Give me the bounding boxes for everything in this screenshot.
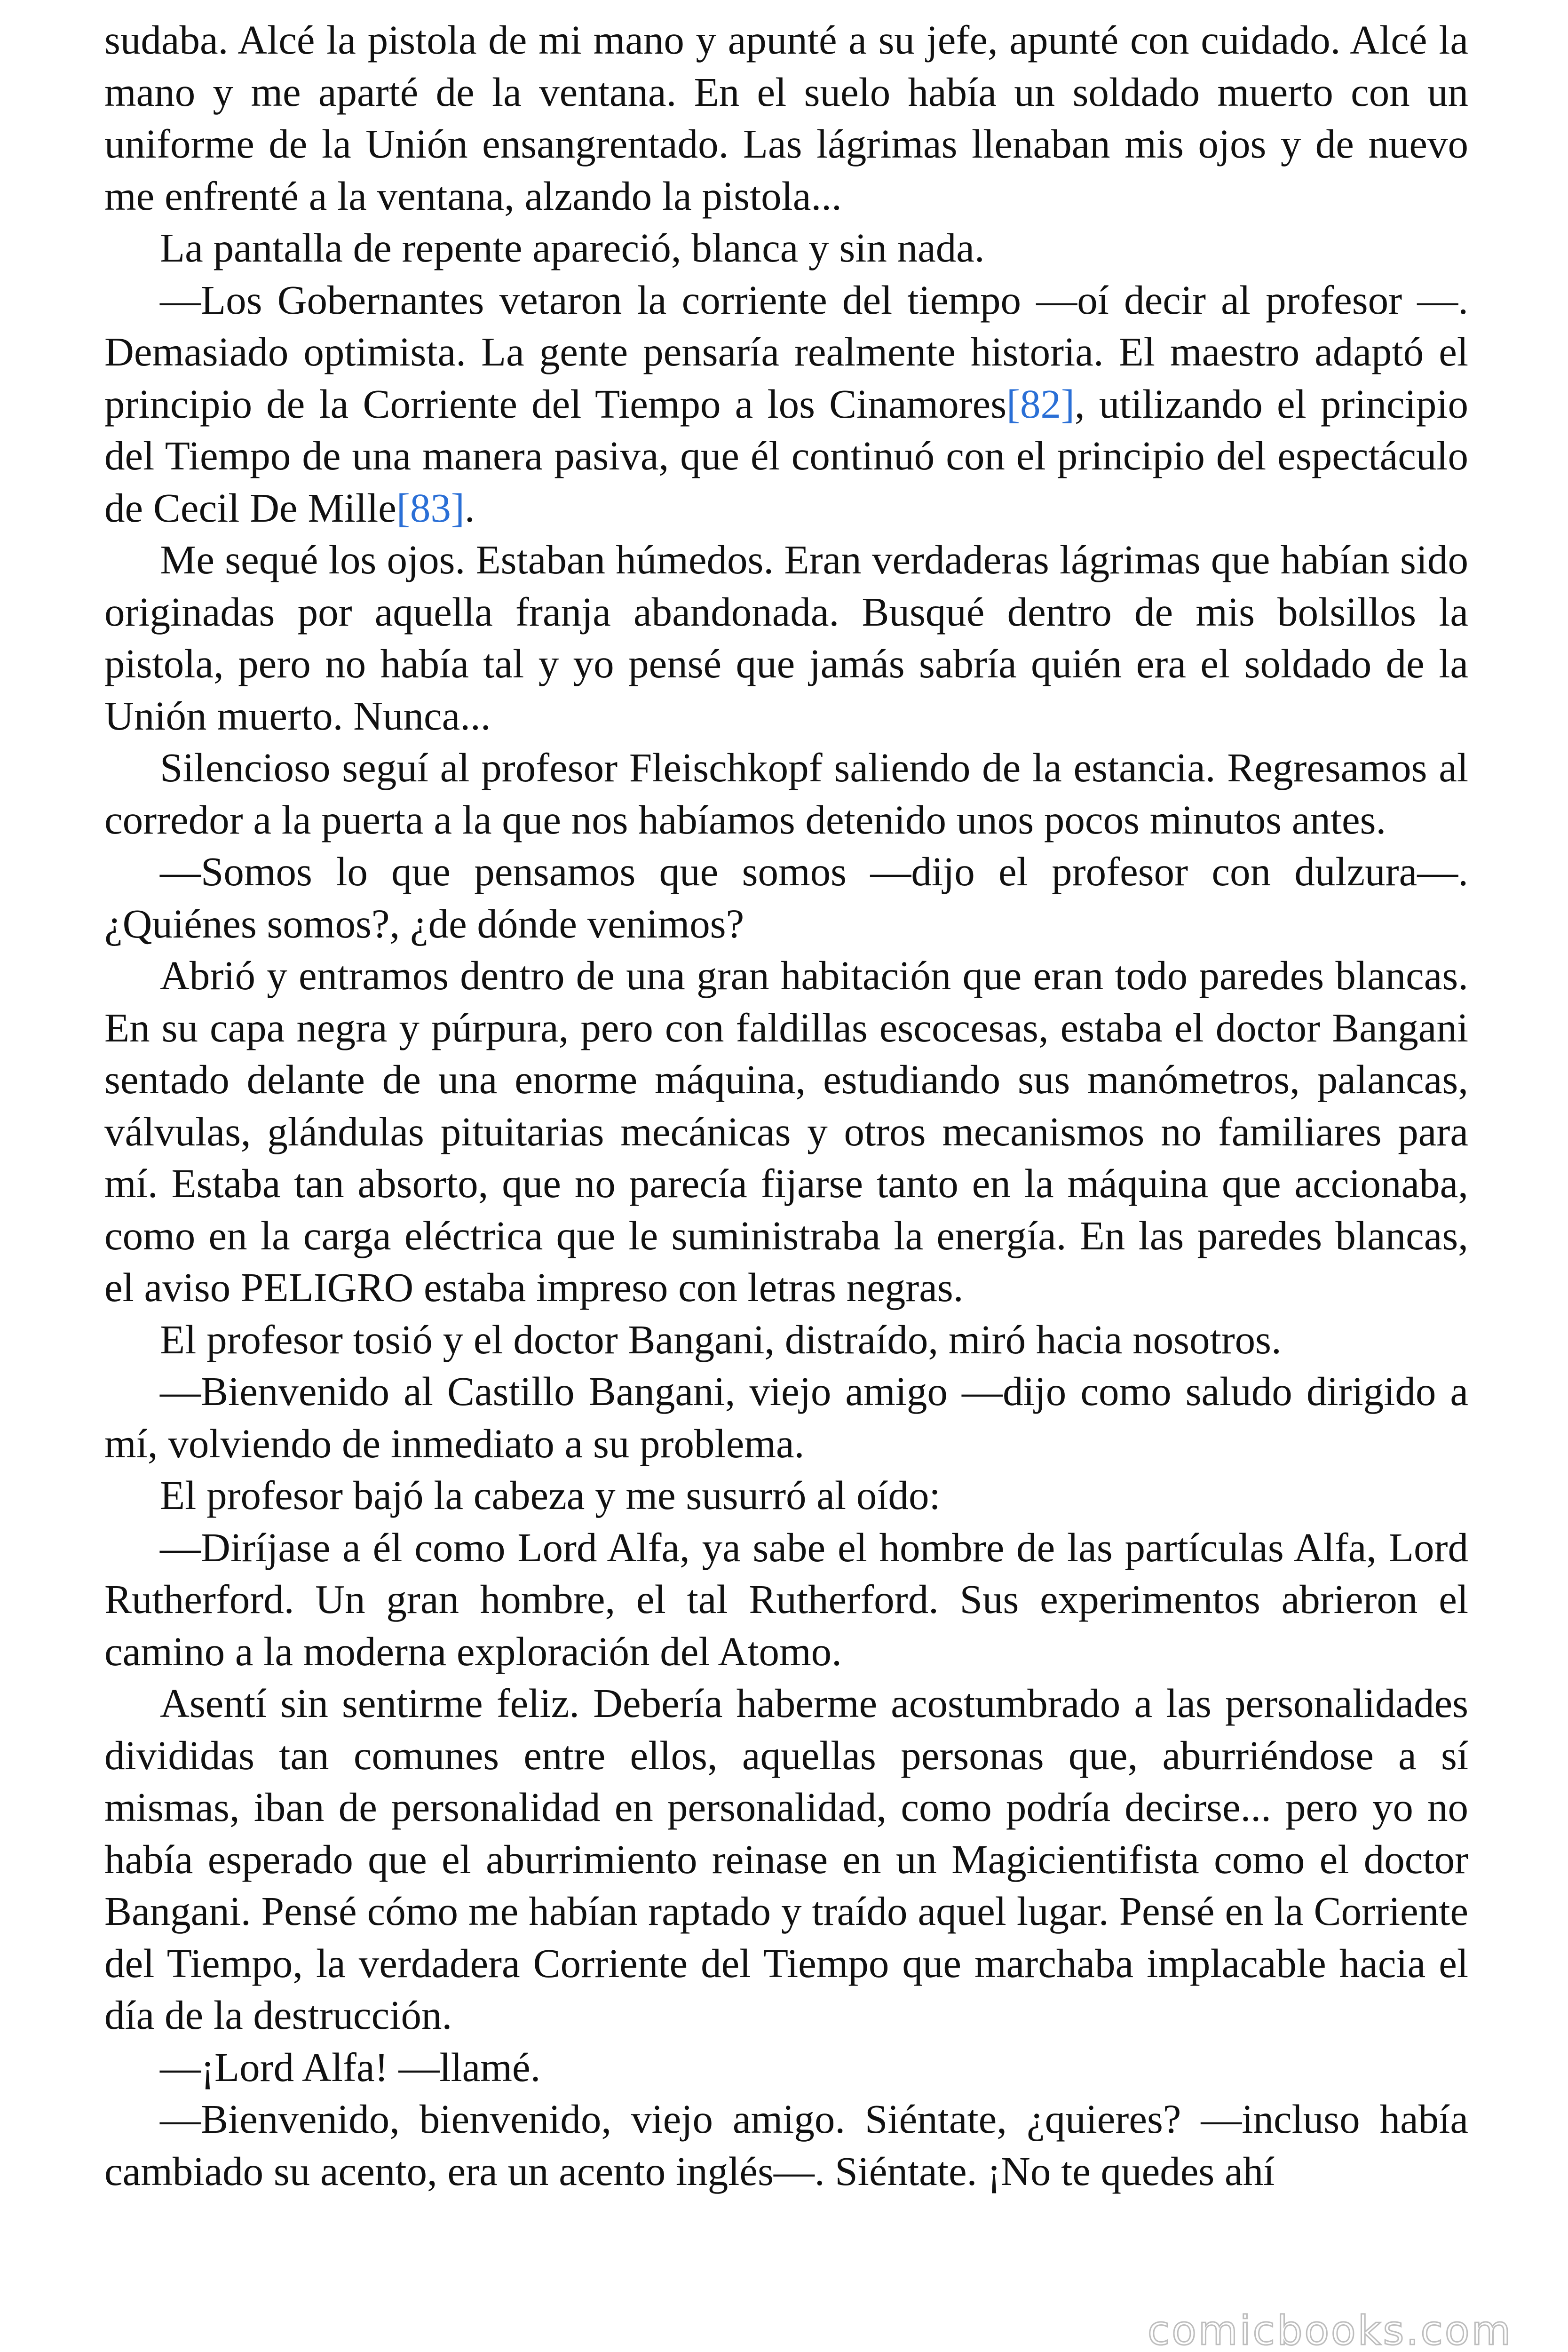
paragraph-14: —Bienvenido, bienvenido, viejo amigo. Siéntate, ¿quieres? —incluso había cambiado su acento, era un acento inglés—. Siéntate. ¡No te quedes ahí xyxy=(104,2096,1468,2194)
footnote-link-83[interactable]: [83] xyxy=(396,485,465,531)
paragraph-4: Me sequé los ojos. Estaban húmedos. Eran verdaderas lágrimas que habían sido originadas por aquella franja abandonada. Busqué dentro de mis bolsillos la pistola, pero no había tal y yo pensé que jamás sabría quién era el soldado de la Unión muerto. Nunca... xyxy=(104,537,1468,739)
paragraph-11: —Diríjase a él como Lord Alfa, ya sabe el hombre de las partículas Alfa, Lord Rutherford. Un gran hombre, el tal Rutherford. Sus experimentos abrieron el camino a la moderna exploración del Atomo. xyxy=(104,1524,1468,1674)
paragraph-13: —¡Lord Alfa! —llamé. xyxy=(160,2044,541,2090)
paragraph-10: El profesor bajó la cabeza y me susurró al oído: xyxy=(160,1472,941,1518)
paragraph-3-text-a: —Los Gobernantes vetaron la corriente del tiempo —oí decir al profesor —. Demasiado optimista. La gente pensaría realmente historia. El maestro adaptó el principio de la Corriente del Tiempo a los Cinamores xyxy=(104,277,1468,427)
paragraph-8: El profesor tosió y el doctor Bangani, distraído, miró hacia nosotros. xyxy=(160,1316,1282,1362)
paragraph-9: —Bienvenido al Castillo Bangani, viejo amigo —dijo como saludo dirigido a mí, volviendo de inmediato a su problema. xyxy=(104,1368,1468,1466)
paragraph-1: sudaba. Alcé la pistola de mi mano y apunté a su jefe, apunté con cuidado. Alcé la mano y me aparté de la ventana. En el suelo había un soldado muerto con un uniforme de la Unión ensangrentado. Las lágrimas llenaban mis ojos y de nuevo me enfrenté a la ventana, alzando la pistola... xyxy=(104,17,1468,219)
paragraph-3-text-c: . xyxy=(464,485,475,531)
paragraph-2: La pantalla de repente apareció, blanca y sin nada. xyxy=(160,225,985,270)
paragraph-12: Asentí sin sentirme feliz. Debería haberme acostumbrado a las personalidades divididas tan comunes entre ellos, aquellas personas que, aburriéndose a sí mismas, iban de personalidad en personalidad, como podría decirse... pero yo no había esperado que el aburrimiento reinase en un Magicientifista como el doctor Bangani. Pensé cómo me habían raptado y traído aquel lugar. Pensé en la Corriente del Tiempo, la verdadera Corriente del Tiempo que marchaba implacable hacia el día de la destrucción. xyxy=(104,1680,1468,2038)
book-page-text xyxy=(104,14,1468,2197)
paragraph-3 xyxy=(104,274,1468,534)
watermark-logo: comicbooks.com xyxy=(1148,2307,1513,2352)
paragraph-7: Abrió y entramos dentro de una gran habitación que eran todo paredes blancas. En su capa negra y púrpura, pero con faldillas escocesas, estaba el doctor Bangani sentado delante de una enorme máquina, estudiando sus manómetros, palancas, válvulas, glándulas pituitarias mecánicas y otros mecanismos no familiares para mí. Estaba tan absorto, que no parecía fijarse tanto en la máquina que accionaba, como en la carga eléctrica que le suministraba la energía. En las paredes blancas, el aviso PELIGRO estaba impreso con letras negras. xyxy=(104,953,1468,1310)
footnote-link-82[interactable]: [82] xyxy=(1006,381,1075,427)
paragraph-6: —Somos lo que pensamos que somos —dijo el profesor con dulzura—. ¿Quiénes somos?, ¿de dónde venimos? xyxy=(104,849,1468,946)
paragraph-5: Silencioso seguí al profesor Fleischkopf saliendo de la estancia. Regresamos al corredor a la puerta a la que nos habíamos detenido unos pocos minutos antes. xyxy=(104,745,1468,842)
paragraph-3-text-b: , utilizando el principio del Tiempo de una manera pasiva, que él continuó con el principio del espectáculo de Cecil De Mille xyxy=(104,381,1468,531)
